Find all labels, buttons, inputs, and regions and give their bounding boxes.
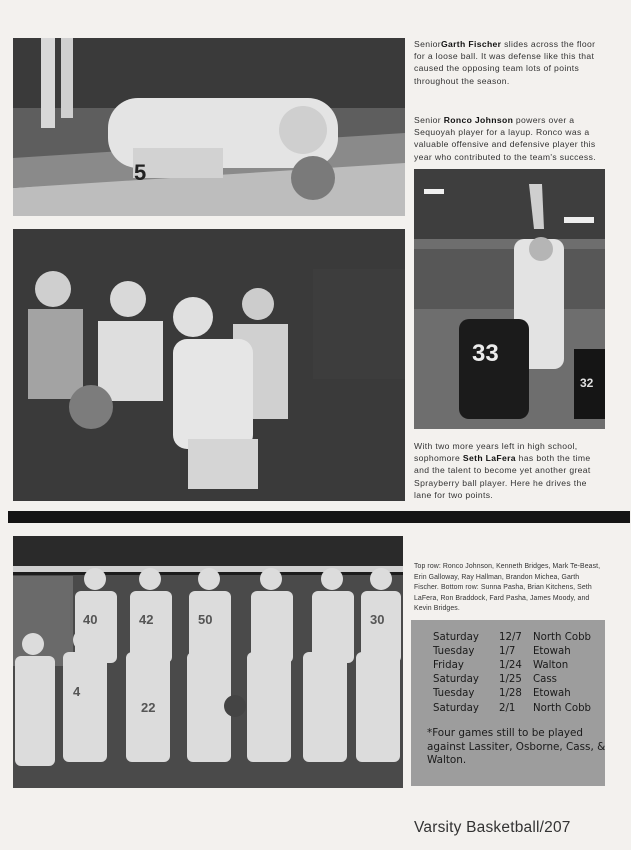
photo-team xyxy=(13,536,403,788)
schedule-box xyxy=(411,620,605,786)
schedule-date: 2/1 xyxy=(499,702,516,714)
player-name: Garth Fischer xyxy=(440,39,502,49)
schedule-row xyxy=(433,701,591,715)
jersey-number: 50 xyxy=(198,612,213,627)
jersey-number: 32 xyxy=(580,376,594,390)
photo-loose-ball-dive xyxy=(13,38,405,216)
player-name: Seth LaFera xyxy=(462,453,516,464)
schedule-row xyxy=(433,687,591,701)
schedule-date: 1/25 xyxy=(499,674,522,686)
schedule-day: Friday xyxy=(433,659,464,671)
schedule-note: *Four games still to be played against Lassiter, Osborne, Cass, & Walton. xyxy=(427,727,606,767)
schedule-day: Saturday xyxy=(433,631,479,643)
schedule-day: Tuesday xyxy=(433,688,475,700)
caption-ronco-johnson: Senior Ronco Johnson powers over a Sequoyah player for a layup. Ronco was a valuable offensive and defensive player this year who contributed to the team's success. xyxy=(414,115,596,162)
player-name: Ronco Johnson xyxy=(443,115,514,125)
roster-caption: Top row: Ronco Johnson, Kenneth Bridges, Mark Te-Beast, Erin Galloway, Ray Hallman, Brandon Michea, Garth Fischer. Bottom row: Sunna Pasha, Brian Kitchens, Seth LaFera, Ron Braddock, Fard Pasha, James Moody, and Kevin Bridges. xyxy=(414,563,601,613)
schedule-row xyxy=(433,630,591,644)
schedule-opponent: North Cobb xyxy=(533,702,592,714)
caption-seth-lafera: With two more years left in high school, sophomore Seth LaFera has both the time and the talent to become yet another great Sprayberry ball player. Here he drives the lane for two points. xyxy=(414,441,591,500)
jersey-number: 5 xyxy=(134,160,147,185)
photo-guard-dribbling xyxy=(13,229,405,501)
schedule-date: 1/7 xyxy=(499,645,516,657)
section-divider xyxy=(8,511,630,523)
schedule-opponent: Walton xyxy=(533,659,569,671)
schedule-table xyxy=(433,630,591,715)
jersey-number: 4 xyxy=(73,684,81,699)
schedule-day: Saturday xyxy=(433,674,479,686)
jersey-number: 42 xyxy=(139,612,154,627)
schedule-day: Saturday xyxy=(433,702,479,714)
schedule-opponent: Etowah xyxy=(533,688,571,700)
jersey-number: 33 xyxy=(472,340,499,367)
jersey-number: 40 xyxy=(83,612,98,627)
schedule-row xyxy=(433,658,591,672)
jersey-number: 22 xyxy=(141,700,156,715)
schedule-opponent: Etowah xyxy=(533,645,571,657)
schedule-date: 1/28 xyxy=(499,688,522,700)
caption-garth-fischer: SeniorGarth Fischer slides across the floor for a loose ball. It was defense like this that caused the opposing team lots of points throughout the season. xyxy=(414,39,596,86)
schedule-date: 1/24 xyxy=(499,659,522,671)
jersey-number: 30 xyxy=(370,612,385,627)
schedule-day: Tuesday xyxy=(433,645,475,657)
photo-layup xyxy=(414,169,605,429)
schedule-opponent: Cass xyxy=(533,674,557,686)
page-footer: Varsity Basketball/207 xyxy=(414,819,571,836)
schedule-row xyxy=(433,644,591,658)
schedule-date: 12/7 xyxy=(499,631,522,643)
schedule-opponent: North Cobb xyxy=(533,631,592,643)
schedule-row xyxy=(433,673,591,687)
